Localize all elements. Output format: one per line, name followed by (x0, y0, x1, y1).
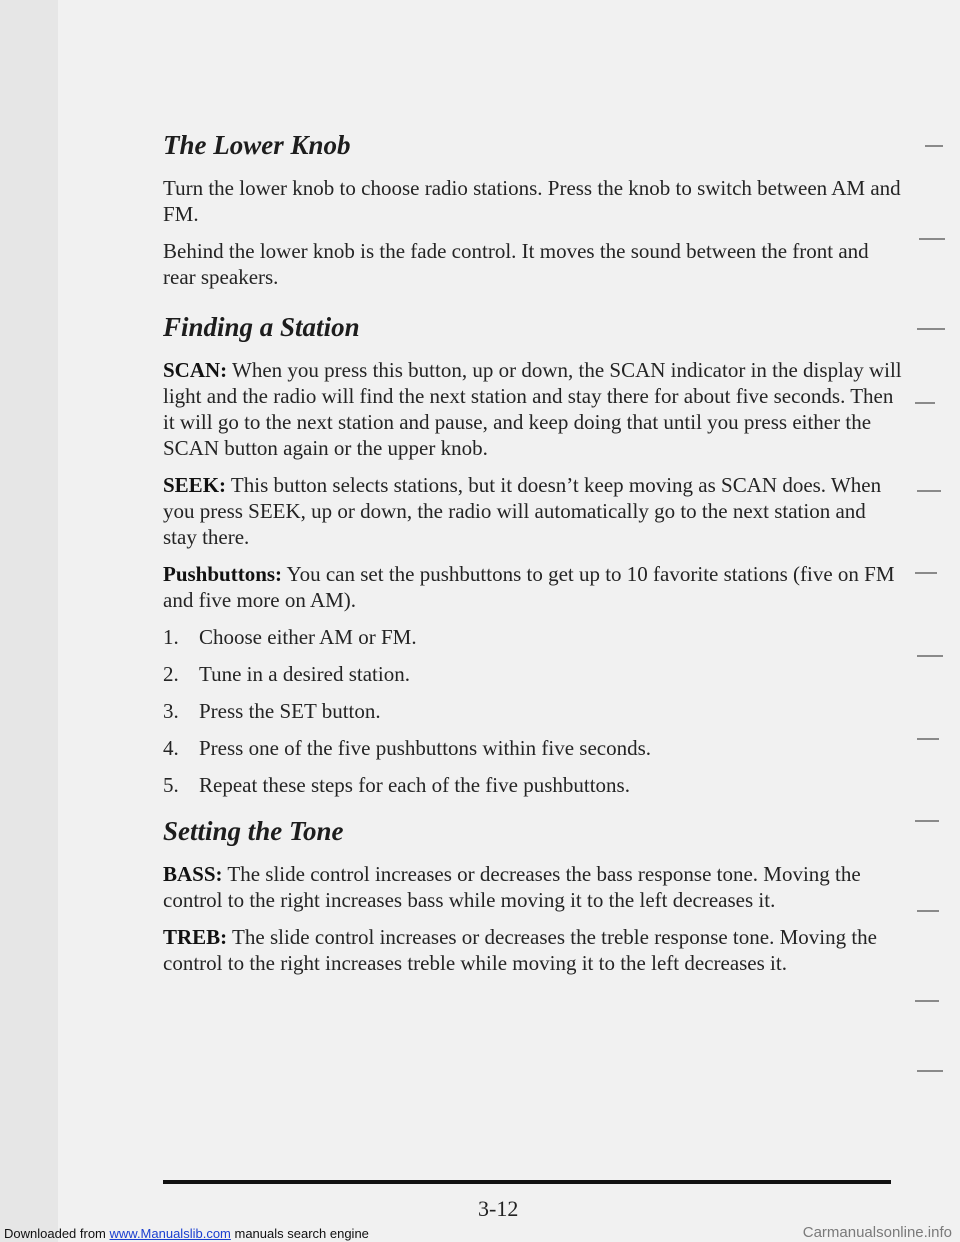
label-seek: SEEK: (163, 473, 227, 497)
margin-mark (917, 738, 939, 740)
margin-mark (915, 402, 935, 404)
footer-prefix: Downloaded from (4, 1226, 110, 1241)
list-item (163, 735, 903, 761)
page-content (163, 130, 903, 976)
step-number: 4. (163, 736, 179, 760)
page-rule (163, 1180, 891, 1184)
margin-mark (919, 238, 945, 240)
step-number: 1. (163, 625, 179, 649)
margin-mark (915, 820, 939, 822)
margin-mark (917, 490, 941, 492)
paragraph-lower-knob-1: Turn the lower knob to choose radio stations. Press the knob to switch between AM and FM. (163, 176, 901, 226)
list-item (163, 772, 903, 798)
list-item (163, 698, 903, 724)
step-text: Press one of the five pushbuttons within five seconds. (199, 736, 652, 760)
paragraph-lower-knob-2: Behind the lower knob is the fade control. It moves the sound between the front and rear speakers. (163, 239, 869, 289)
margin-mark (915, 572, 937, 574)
label-treb: TREB: (163, 925, 228, 949)
step-number: 3. (163, 699, 179, 723)
margin-mark (917, 328, 945, 330)
text-pushbuttons: You can set the pushbuttons to get up to 10 favorite stations (five on FM and five more on AM). (163, 562, 895, 612)
text-seek: This button selects stations, but it doesn’t keep moving as SCAN does. When you press SEEK, up or down, the radio will automatically go to the next station and stay there. (163, 473, 882, 549)
margin-mark (917, 910, 939, 912)
text-scan: When you press this button, up or down, the SCAN indicator in the display will light and the radio will find the next station and stay there for about five seconds. Then it will go to the next station and pause, and keep doing that until you press either the SCAN button again or the upper knob. (163, 358, 902, 460)
download-footer (0, 1224, 960, 1242)
paragraph-scan (163, 357, 903, 461)
margin-mark (917, 655, 943, 657)
margin-mark (917, 1070, 943, 1072)
footer-source (4, 1226, 369, 1241)
margin-mark (915, 1000, 939, 1002)
paragraph-seek (163, 472, 903, 550)
paragraph-pushbuttons (163, 561, 903, 613)
paragraph-treb (163, 924, 903, 976)
step-text: Tune in a desired station. (199, 662, 410, 686)
step-text: Choose either AM or FM. (199, 625, 417, 649)
watermark-text: Carmanualsonline.info (802, 1224, 952, 1241)
footer-suffix: manuals search engine (230, 1226, 369, 1241)
step-number: 5. (163, 773, 179, 797)
manualslib-link[interactable]: www.Manualslib.com (109, 1226, 231, 1241)
steps-list (163, 624, 903, 798)
text-treb: The slide control increases or decreases the treble response tone. Moving the control to the right increases treble while moving it to the left decreases it. (163, 925, 877, 975)
heading-lower-knob: The Lower Knob (163, 130, 351, 160)
text-bass: The slide control increases or decreases the bass response tone. Moving the control to the right increases bass while moving it to the left decreases it. (163, 862, 861, 912)
label-scan: SCAN: (163, 358, 228, 382)
list-item (163, 624, 903, 650)
label-bass: BASS: (163, 862, 223, 886)
margin-mark (925, 145, 943, 147)
label-pushbuttons: Pushbuttons: (163, 562, 283, 586)
list-item (163, 661, 903, 687)
paragraph-bass (163, 861, 903, 913)
heading-finding-station: Finding a Station (163, 312, 360, 342)
step-number: 2. (163, 662, 179, 686)
step-text: Press the SET button. (199, 699, 381, 723)
heading-setting-tone: Setting the Tone (163, 816, 344, 846)
page-number: 3-12 (478, 1196, 519, 1221)
step-text: Repeat these steps for each of the five pushbuttons. (199, 773, 630, 797)
left-margin-strip (0, 0, 58, 1242)
